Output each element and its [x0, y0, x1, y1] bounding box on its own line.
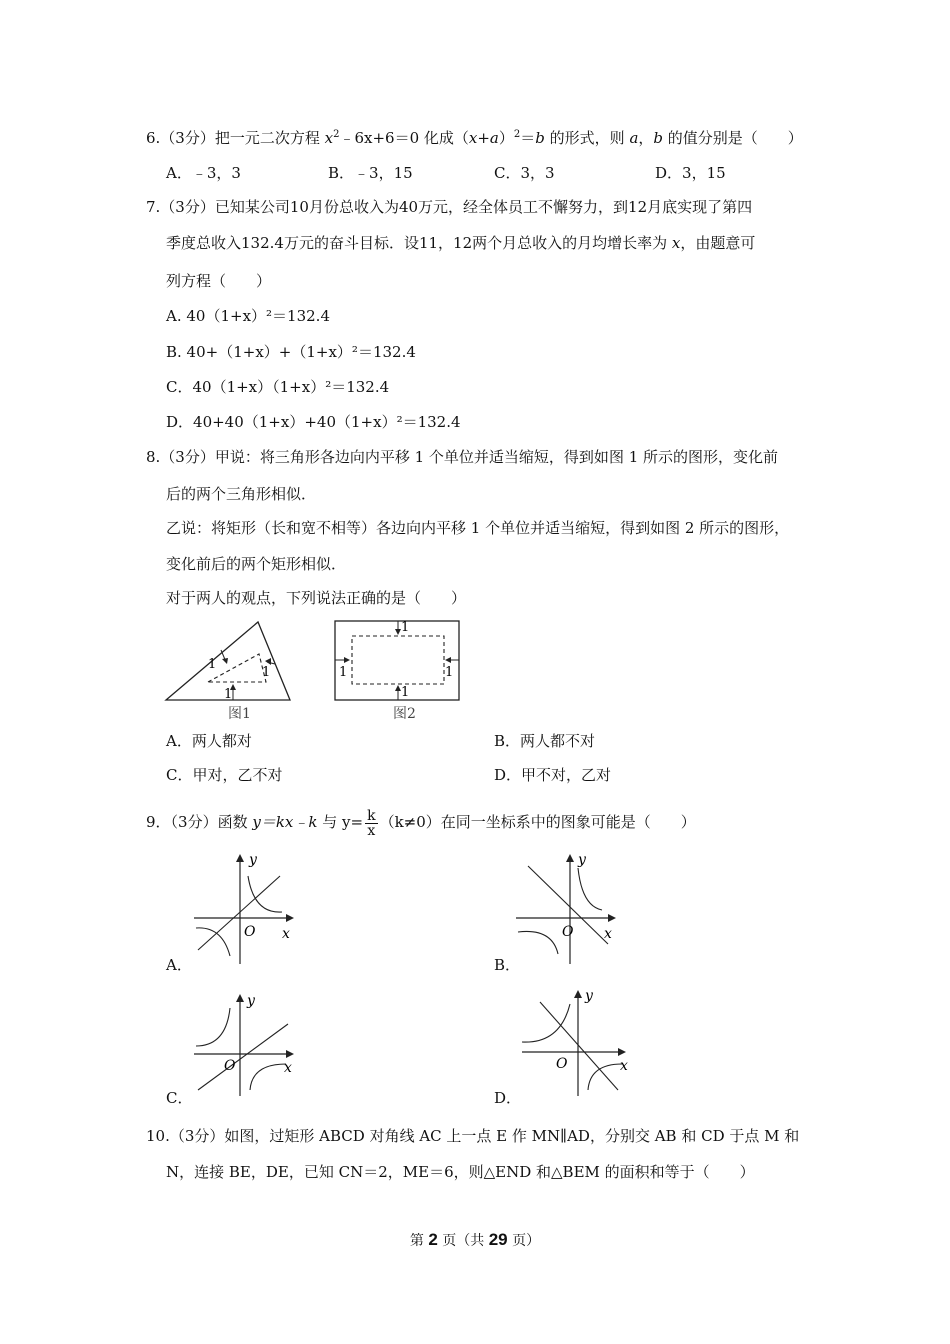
q8-stem-line2: 后的两个三角形相似．: [166, 485, 317, 503]
q7-stem-line1: 7.（3分）已知某公司10月份总收入为40万元，经全体员工不懈努力，到12月底实现了第四: [146, 198, 753, 216]
q7-option-a: A. 40（1+x）²＝132.4: [166, 307, 330, 325]
fig2-label-top: 1: [401, 620, 410, 635]
q7-option-b: B. 40+（1+x）+（1+x）²＝132.4: [166, 343, 416, 361]
fig2-label-right: 1: [445, 665, 454, 680]
q6-option-d: D．3，15: [655, 164, 726, 182]
fig1-label-left: 1: [208, 657, 217, 672]
svg-text:y: y: [249, 852, 257, 868]
q8-figure-2-rectangle: [332, 618, 464, 703]
q8-stem-line5: 对于两人的观点，下列说法正确的是（ ）: [166, 589, 467, 607]
q9-fraction: $\frac{k}{x}$: [367, 807, 376, 839]
q8-figure-1-caption: 图1: [228, 706, 251, 722]
q8-stem-line3: 乙说：将矩形（长和宽不相等）各边向内平移 1 个单位并适当缩短，得到如图 2 所示的图形，: [166, 519, 790, 537]
fig2-label-left: 1: [339, 665, 348, 680]
q9-graph-c: [190, 990, 302, 1098]
svg-text:O: O: [556, 1056, 568, 1072]
page-total: 29: [488, 1230, 508, 1249]
q6-option-a: A．﹣3，3: [166, 164, 241, 182]
q9-option-c: C．: [166, 1089, 193, 1107]
fig1-label-bottom: 1: [224, 687, 233, 702]
q8-option-a: A．两人都对: [166, 732, 252, 750]
q9-option-b: B．: [494, 956, 521, 974]
q8-option-b: B．两人都不对: [494, 732, 596, 750]
q6-option-c: C．3，3: [494, 164, 555, 182]
q8-stem-line4: 变化前后的两个矩形相似．: [166, 555, 347, 573]
svg-text:x: x: [604, 926, 612, 942]
page-number: 2: [428, 1230, 438, 1249]
q9-graph-b: [512, 848, 624, 966]
q10-stem-line2: N，连接 BE，DE，已知 CN＝2，ME＝6，则△END 和△BEM 的面积和等于（ ）: [166, 1163, 755, 1181]
svg-text:y: y: [247, 993, 255, 1009]
q7-stem-line3: 列方程（ ）: [166, 272, 272, 290]
q8-figure-2-caption: 图2: [393, 706, 416, 722]
q9-stem: 9．（3分）函数 y＝kx﹣k 与 y= $\frac{k}{x}$ （k≠0）在同一坐标系中的图象可能是（ ）: [146, 807, 696, 839]
q8-option-d: D．甲不对，乙对: [494, 766, 612, 784]
svg-text:x: x: [284, 1060, 292, 1076]
q6-option-b: B．﹣3，15: [328, 164, 413, 182]
q9-option-a: A．: [166, 956, 192, 974]
svg-text:O: O: [562, 924, 574, 940]
q8-option-c: C．甲对，乙不对: [166, 766, 283, 784]
q8-stem-line1: 8.（3分）甲说：将三角形各边向内平移 1 个单位并适当缩短，得到如图 1 所示的图形，变化前: [146, 448, 779, 466]
page-footer: 第 2 页（共 29 页）: [409, 1230, 541, 1249]
q7-option-d: D．40+40（1+x）+40（1+x）²＝132.4: [166, 413, 461, 431]
q9-option-d: D．: [494, 1089, 522, 1107]
svg-text:x: x: [620, 1058, 628, 1074]
q6-stem: 6.（3分）把一元二次方程 $x^2﹣6x+6=0$ 化成$(x+a)^2=b$ 的形式，则 a，b 的值分别是（ ）: [146, 129, 803, 147]
fig2-label-bottom: 1: [401, 685, 410, 700]
svg-text:O: O: [244, 924, 256, 940]
q7-stem-line2: 季度总收入132.4万元的奋斗目标．设11，12两个月总收入的月均增长率为 x，由题意可: [166, 234, 756, 252]
q10-stem-line1: 10.（3分）如图，过矩形 ABCD 对角线 AC 上一点 E 作 MN∥AD，分别交 AB 和 CD 于点 M 和: [146, 1127, 800, 1145]
q7-option-c: C．40（1+x）（1+x）²＝132.4: [166, 378, 390, 396]
svg-text:y: y: [578, 852, 586, 868]
q8-figure-1-triangle: [162, 618, 297, 703]
svg-text:x: x: [282, 926, 290, 942]
fig1-label-right: 1: [262, 665, 271, 680]
svg-text:O: O: [224, 1058, 236, 1074]
q9-graph-d: [518, 984, 636, 1098]
q9-graph-a: [190, 848, 302, 966]
svg-text:y: y: [585, 988, 593, 1004]
